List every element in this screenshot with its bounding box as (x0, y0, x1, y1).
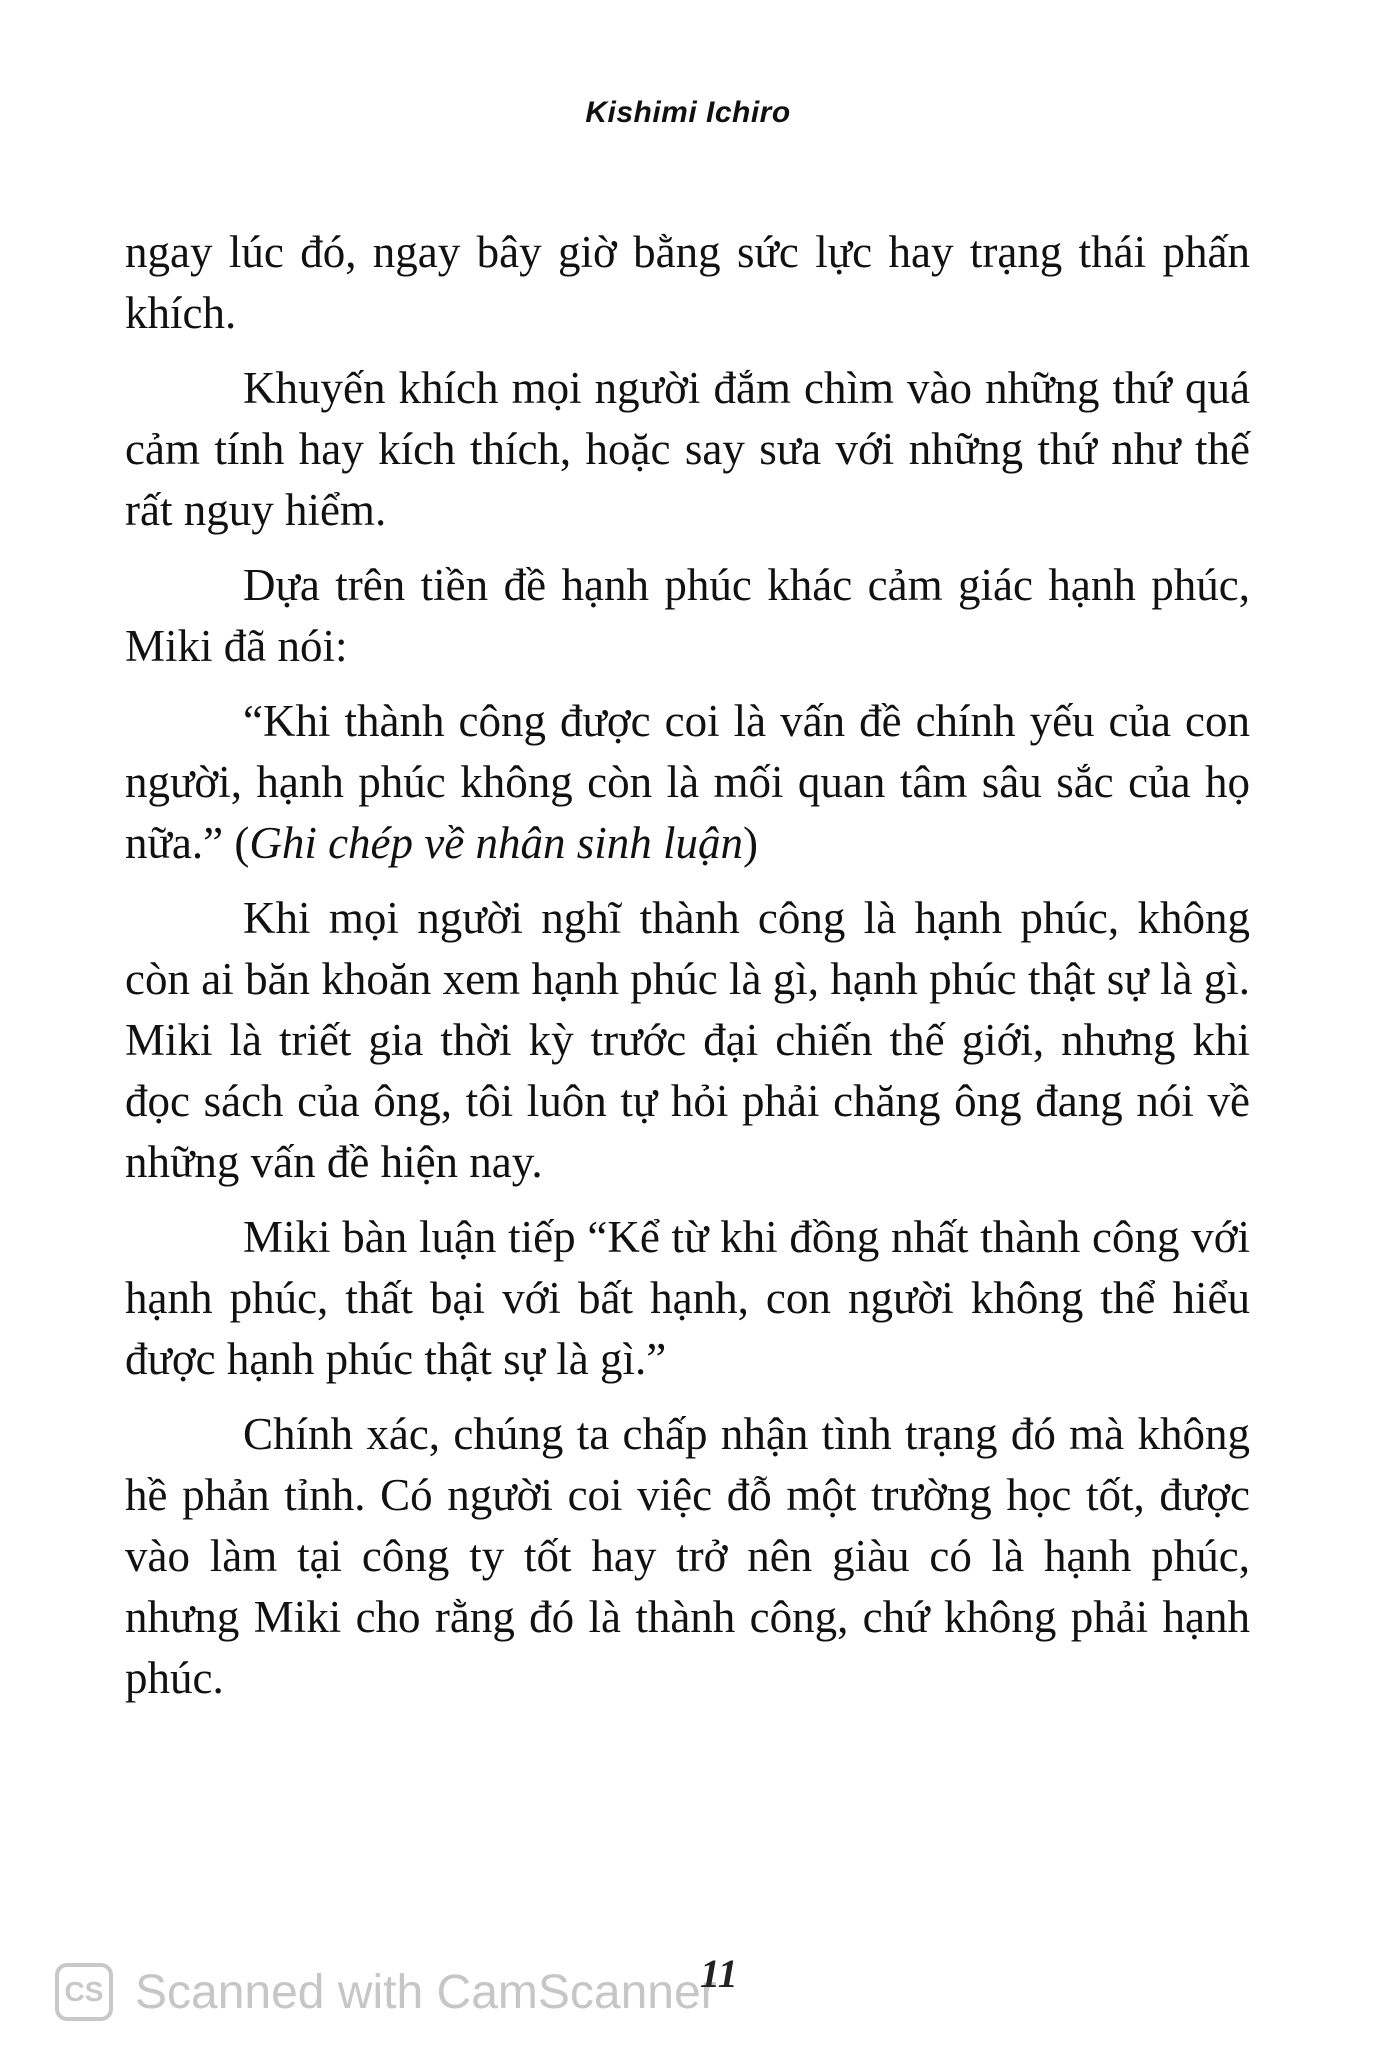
watermark-text: Scanned with CamScanner (135, 1965, 717, 2019)
paragraph: Khuyến khích mọi người đắm chìm vào những thứ quá cảm tính hay kích thích, hoặc say sưa với những thứ như thế rất nguy hiểm. (125, 363, 1250, 535)
page-number: 11 (700, 1951, 738, 1996)
paragraph: Khi mọi người nghĩ thành công là hạnh phúc, không còn ai băn khoăn xem hạnh phúc là gì, hạnh phúc thật sự là gì. Miki là triết gia thời kỳ trước đại chiến thế giới, nhưng khi đọc sách của ông, tôi luôn tự hỏi phải chăng ông đang nói về những vấn đề hiện nay. (125, 893, 1250, 1187)
paragraph: Dựa trên tiền đề hạnh phúc khác cảm giác hạnh phúc, Miki đã nói: (125, 560, 1250, 671)
camscanner-watermark (55, 1960, 717, 2024)
paragraph: Chính xác, chúng ta chấp nhận tình trạng đó mà không hề phản tỉnh. Có người coi việc đỗ một trường học tốt, được vào làm tại công ty tốt hay trở nên giàu có là hạnh phúc, nhưng Miki cho rằng đó là thành công, chứ không phải hạnh phúc. (125, 1409, 1250, 1703)
paragraph: Miki bàn luận tiếp “Kể từ khi đồng nhất thành công với hạnh phúc, thất bại với bất hạnh, con người không thể hiểu được hạnh phúc thật sự là gì.” (125, 1212, 1250, 1384)
body-text (125, 222, 1250, 1723)
quote-text: “Khi thành công được coi là vấn đề chính yếu của con người, hạnh phúc không còn là mối quan tâm sâu sắc của họ nữa.” ( (125, 696, 1250, 868)
quote-citation-close: ) (743, 818, 758, 868)
running-header: Kishimi Ichiro (585, 96, 791, 129)
camscanner-logo-icon: CS (55, 1963, 113, 2021)
quote-paragraph (125, 691, 1250, 874)
quote-citation: Ghi chép về nhân sinh luận (249, 818, 743, 868)
paragraph-continuation: ngay lúc đó, ngay bây giờ bằng sức lực hay trạng thái phấn khích. (125, 227, 1250, 338)
